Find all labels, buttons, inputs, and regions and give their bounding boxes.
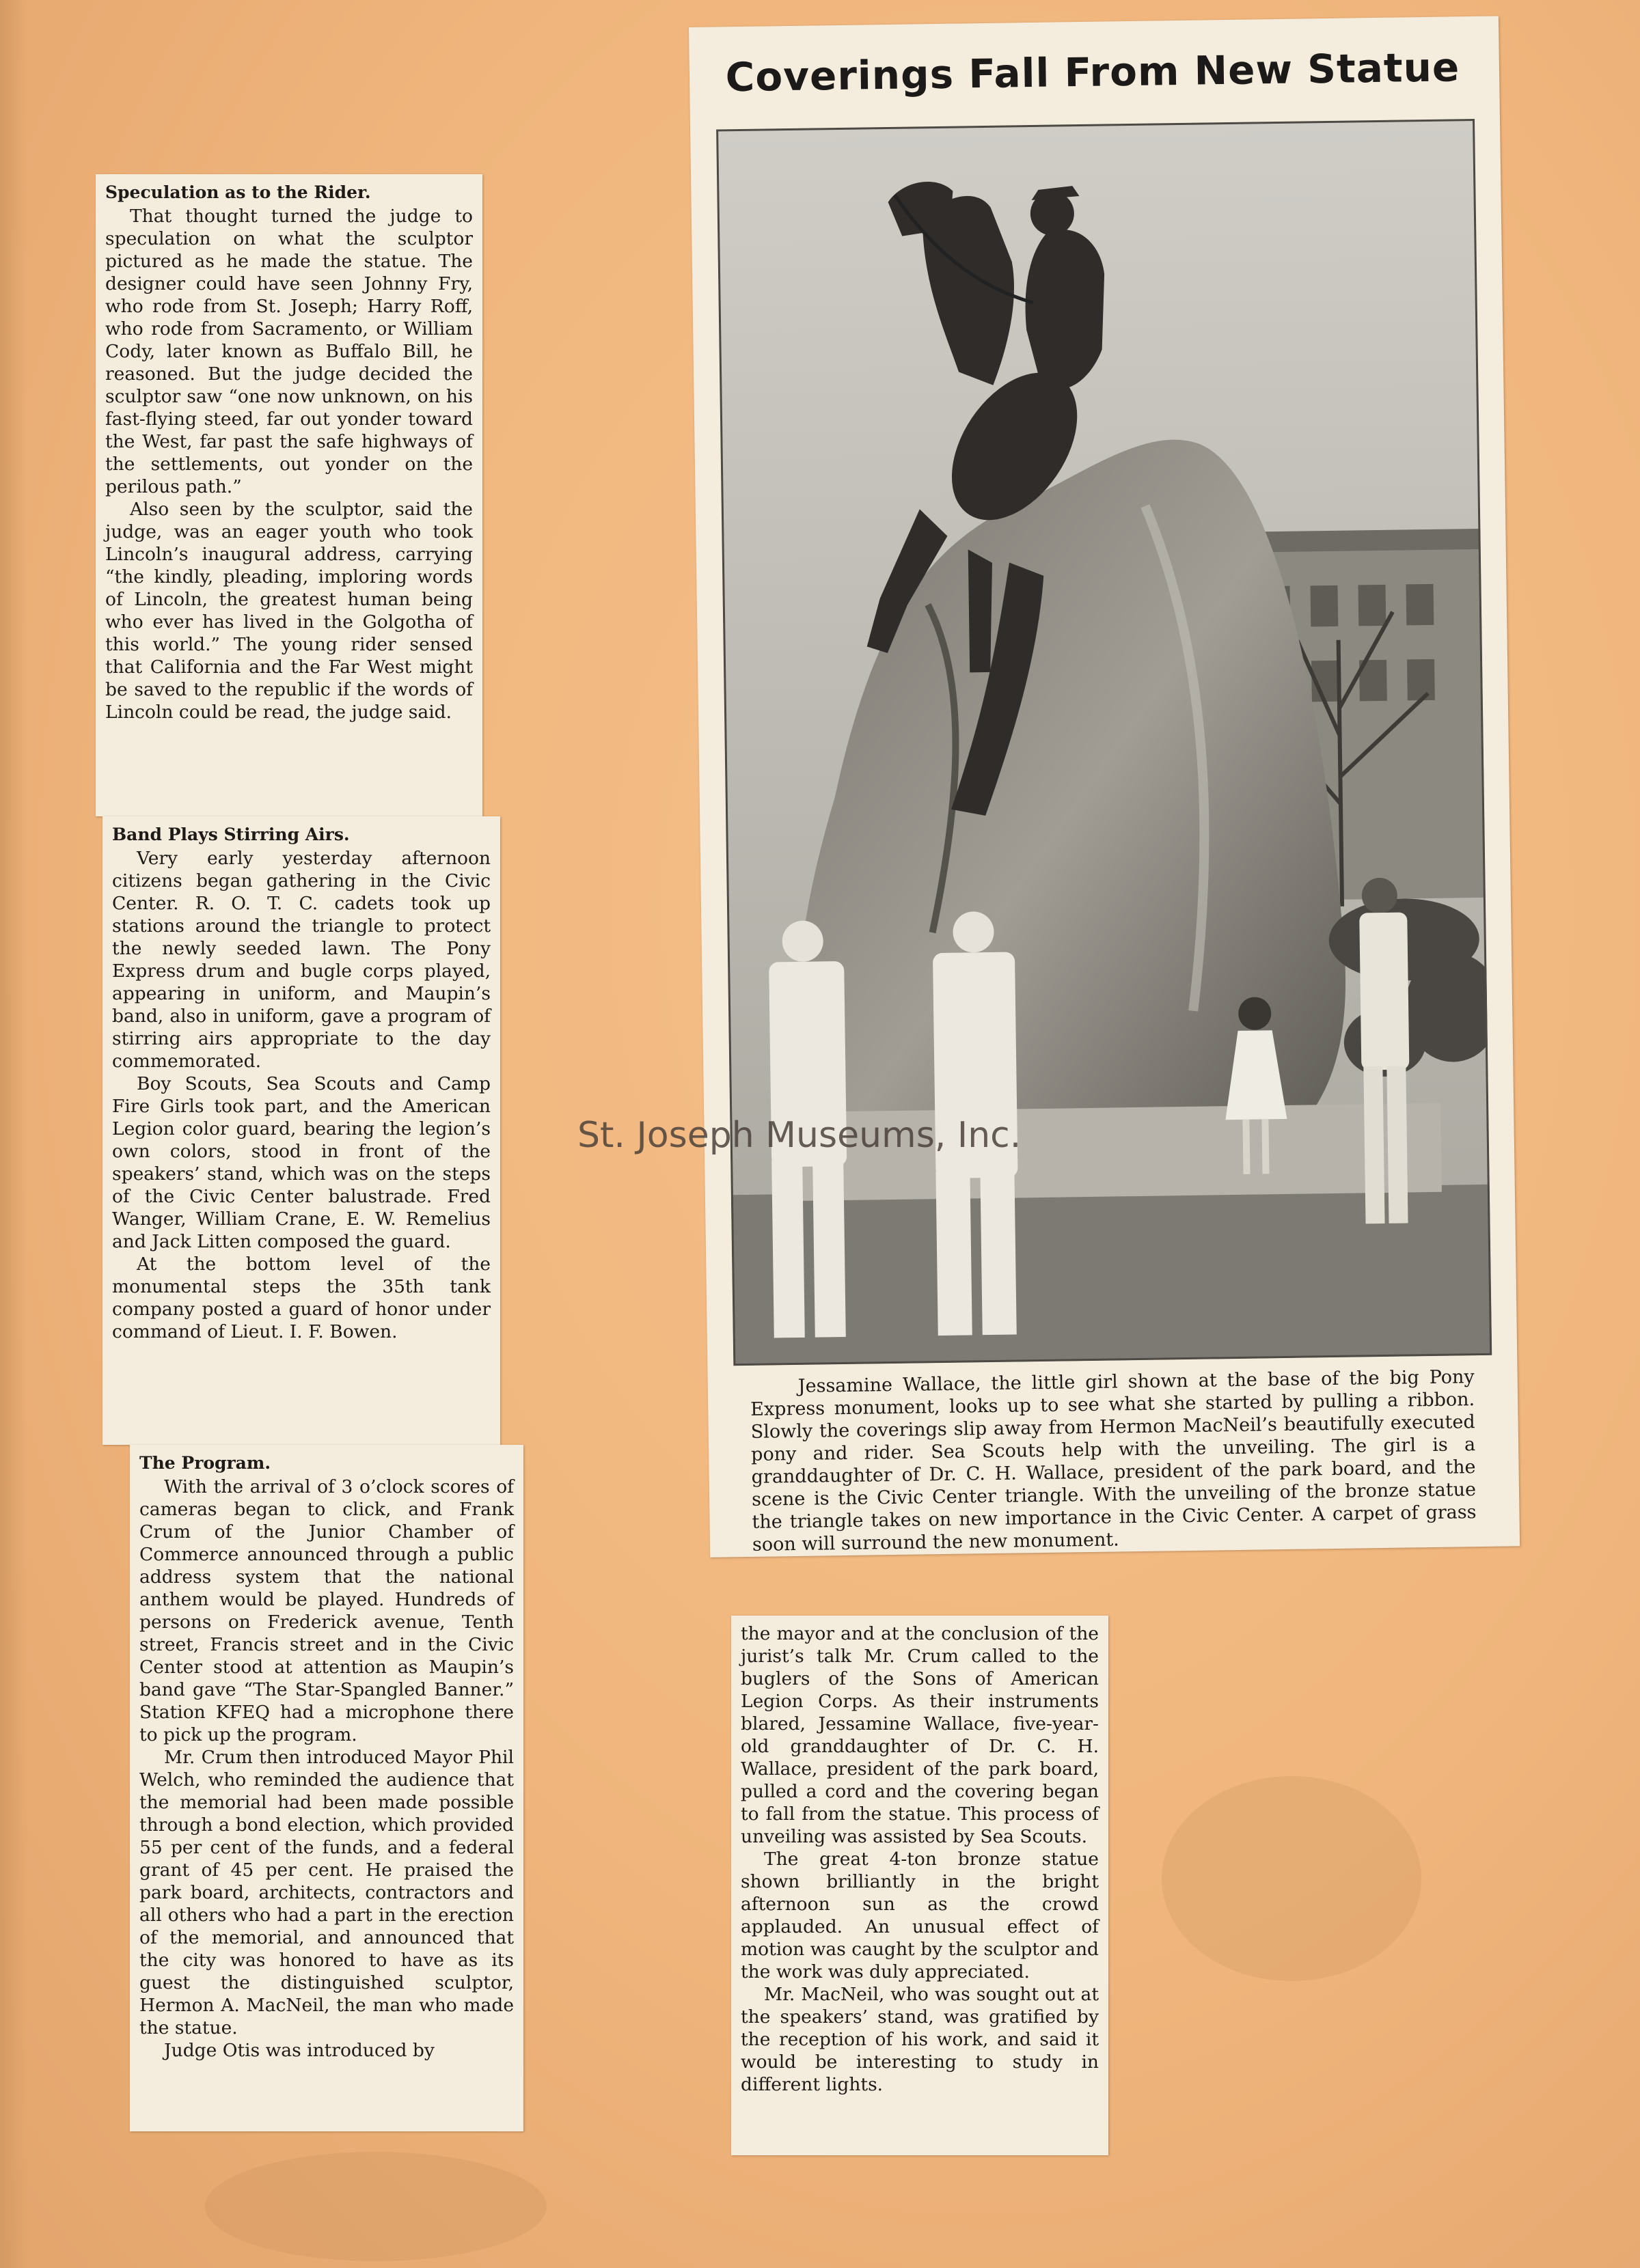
section-heading: Speculation as to the Rider. xyxy=(105,182,371,202)
article-paragraph: At the bottom level of the monumental steps the 35th tank company posted a guard of honor under command of Lieut. I. F. Bowen. xyxy=(112,1254,491,1342)
clipping-left-part-a xyxy=(96,174,482,816)
museum-watermark: St. Joseph Museums, Inc. xyxy=(577,1115,1022,1156)
article-paragraph: The great 4-ton bronze statue shown brilliantly in the bright afternoon sun as the crowd applauded. An unusual effect of motion was caught by the sculptor and the work was duly appreciated. xyxy=(741,1849,1099,1982)
section-heading: The Program. xyxy=(139,1453,271,1473)
photo-headline: Coverings Fall From New Statue xyxy=(725,44,1460,101)
article-paragraph: the mayor and at the conclusion of the jurist’s talk Mr. Crum called to the buglers of the Sons of American Legion Corps. As their instruments blared, Jessamine Wallace, five-year-old granddaughter of Dr. C. H. Wallace, president of the park board, pulled a cord and the covering began to fall from the statue. This process of unveiling was assisted by Sea Scouts. xyxy=(741,1623,1099,1847)
article-paragraph: Mr. MacNeil, who was sought out at the speakers’ stand, was gratified by the reception of his work, and said it would be interesting to study in different lights. xyxy=(741,1984,1099,2095)
statue-photo xyxy=(716,119,1492,1366)
article-paragraph: Mr. Crum then introduced Mayor Phil Welch, who reminded the audience that the memorial had been made possible through a bond election, which provided 55 per cent of the funds, and a federal grant of 45 per cent. He praised the park board, architects, contractors and all others who had a part in the erection of the memorial, and announced that the city was honored to have as its guest the distinguished sculptor, Hermon A. MacNeil, the man who made the statue. xyxy=(139,1747,514,2038)
article-paragraph: Also seen by the sculptor, said the judge, was an eager youth who took Lincoln’s inaugural address, carrying “the kindly, pleading, imploring words of Lincoln, the greatest human being who ever has lived in the Golgotha of this world.” The young rider sensed that California and the Far West might be saved to the republic if the words of Lincoln could be read, the judge said. xyxy=(105,499,473,723)
clipping-photo xyxy=(689,16,1520,1557)
article-paragraph: With the arrival of 3 o’clock scores of cameras began to click, and Frank Crum of the Junior Chamber of Commerce announced through a public address system that the national anthem would be played. Hundreds of persons on Frederick avenue, Tenth street, Francis street and in the Civic Center stood at attention as Maupin’s band gave “The Star-Spangled Banner.” Station KFEQ had a microphone there to pick up the program. xyxy=(139,1476,514,1745)
article-paragraph: Boy Scouts, Sea Scouts and Camp Fire Girls took part, and the American Legion color guard, bearing the legion’s own colors, stood in front of the speakers’ stand, which was on the steps of the Civic Center balustrade. Fred Wanger, William Crane, E. W. Remelius and Jack Litten composed the guard. xyxy=(112,1073,491,1252)
clipping-left-part-c xyxy=(130,1445,523,2131)
photo-caption: Jessamine Wallace, the little girl shown at the base of the big Pony Express monument, looks up to see what she started by pulling a ribbon. Slowly the coverings slip away from Hermon MacNeil’s beautifully executed pony and rider. Sea Scouts help with the unveiling. The girl is a granddaughter of Dr. C. H. Wallace, president of the park board, and the scene is the Civic Center triangle. With the unveiling of the bronze statue the triangle takes on new importance in the Civic Center. A carpet of grass soon will surround the new monument. xyxy=(750,1366,1477,1555)
statue-photo-image xyxy=(716,119,1492,1366)
article-paragraph: That thought turned the judge to speculation on what the sculptor pictured as he made the statue. The designer could have seen Johnny Fry, who rode from St. Joseph; Harry Roff, who rode from Sacramento, or William Cody, later known as Buffalo Bill, he reasoned. But the judge decided the sculptor saw “one now unknown, on his fast-flying steed, far out yonder toward the West, far past the safe highways of the settlements, out yonder on the perilous path.” xyxy=(105,206,473,497)
page-binding-edge xyxy=(0,0,27,2268)
paper-stain xyxy=(1162,1776,1421,1981)
section-heading: Band Plays Stirring Airs. xyxy=(112,825,350,844)
article-paragraph: Judge Otis was introduced by xyxy=(164,2040,435,2061)
clipping-right-column xyxy=(731,1616,1108,2155)
paper-stain xyxy=(205,2152,547,2261)
article-paragraph: Very early yesterday afternoon citizens began gathering in the Civic Center. R. O. T. C. cadets took up stations around the triangle to protect the newly seeded lawn. The Pony Express drum and bugle corps played, appearing in uniform, and Maupin’s band, also in uniform, gave a program of stirring airs appropriate to the day commemorated. xyxy=(112,848,491,1072)
clipping-left-part-b xyxy=(102,816,500,1445)
